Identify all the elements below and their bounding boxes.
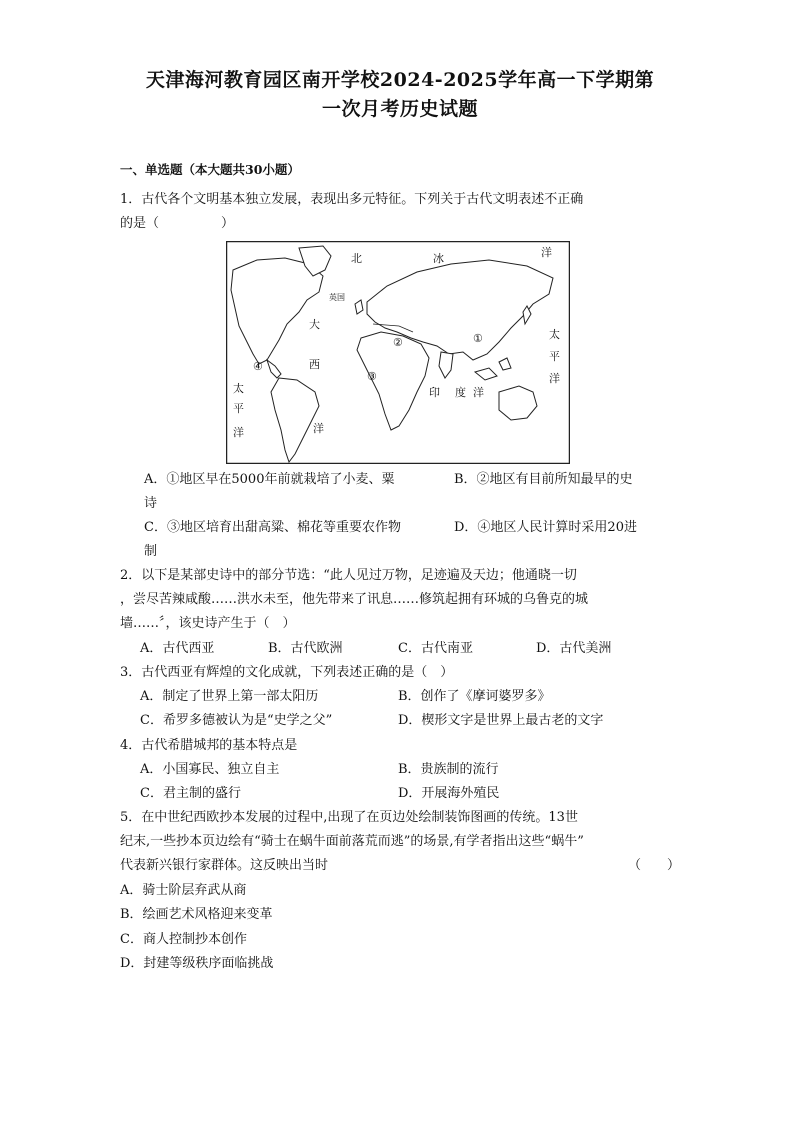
q4-stem: 4．古代希腊城邦的基本特点是	[120, 738, 298, 753]
q4-option-d: D．开展海外殖民	[398, 786, 500, 801]
q1-option-d-cont: 制	[144, 544, 158, 559]
q1-stem-line-2	[120, 212, 680, 236]
label-pacific-e-1: 太	[549, 328, 560, 341]
q1-stem-pre: 的是（	[120, 216, 160, 231]
q3-option-d: D．楔形文字是世界上最古老的文字	[398, 713, 604, 728]
question-3	[120, 661, 680, 685]
title-line-1: 天津海河教育园区南开学校2024-2025学年高一下学期第	[145, 69, 655, 91]
marker-3: ③	[367, 370, 377, 383]
question-2	[120, 564, 680, 636]
label-indian-2: 度	[455, 386, 466, 399]
q3-option-a: A．制定了世界上第一部太阳历	[140, 689, 319, 704]
q2-stem-line-3: 墙……〞，该史诗产生于（ ）	[120, 616, 296, 631]
q5-stem-line-2: 纪末,一些抄本页边绘有“骑士在蜗牛面前落荒而逃”的场景,有学者指出这些“蜗牛”	[120, 834, 584, 849]
q5-stem-line-3-text: 代表新兴银行家群体。这反映出当时	[120, 858, 329, 873]
question-4	[120, 734, 680, 758]
label-uk: 英国	[329, 293, 345, 302]
label-atlantic-3: 洋	[313, 422, 324, 435]
q1-option-b-cont: 诗	[144, 496, 158, 511]
q2-option-a: A．古代西亚	[140, 641, 215, 656]
marker-4: ④	[253, 360, 263, 373]
q4-option-b: B．贵族制的流行	[398, 762, 499, 777]
q1-option-c: C．③地区培育出甜高粱、棉花等重要农作物	[144, 520, 401, 535]
section-heading: 一、单选题（本大题共30小题）	[120, 162, 300, 177]
q2-option-c: C．古代南亚	[398, 641, 473, 656]
india-peninsula	[439, 352, 453, 378]
q1-stem-line-1: 1．古代各个文明基本独立发展，表现出多元特征。下列关于古代文明表述不正确	[120, 192, 584, 207]
title-line-2: 一次月考历史试题	[321, 98, 478, 120]
q4-option-a: A．小国寡民、独立自主	[140, 762, 280, 777]
q2-stem-line-2: ，尝尽苦辣咸酸……洪水未至，他先带来了讯息……修筑起拥有环城的乌鲁克的城	[120, 592, 589, 607]
marker-2: ②	[393, 336, 403, 349]
world-map-graphic	[227, 242, 569, 463]
central-america-landmass	[267, 360, 281, 378]
southeast-asia-islands	[475, 358, 511, 380]
q5-stem-line-3	[120, 854, 680, 878]
q5-answer-bracket: （ ）	[627, 858, 680, 873]
q5-option-d: D．封建等级秩序面临挑战	[120, 956, 274, 971]
q1-option-d: D．④地区人民计算时采用20进	[454, 520, 637, 535]
q5-option-c: C．商人控制抄本创作	[120, 932, 247, 947]
australia-landmass	[499, 386, 537, 420]
label-pacific-e-3: 洋	[549, 372, 560, 385]
q2-option-d: D．古代美洲	[536, 641, 612, 656]
question-5	[120, 806, 680, 878]
q5-stem-line-1: 5．在中世纪西欧抄本发展的过程中,出现了在页边处绘制装饰图画的传统。13世	[120, 810, 578, 825]
label-pacific-e-2: 平	[549, 350, 560, 363]
north-america-landmass	[231, 258, 323, 364]
label-indian-3: 洋	[473, 386, 484, 399]
q1-option-b: B．②地区有目前所知最早的史	[454, 472, 633, 487]
page-title	[100, 66, 700, 124]
label-north: 北	[351, 252, 362, 265]
q1-option-a: A．①地区早在5000年前就栽培了小麦、粟	[144, 472, 395, 487]
label-atlantic-2: 西	[309, 358, 320, 371]
q3-stem: 3．古代西亚有辉煌的文化成就，下列表述正确的是（ ）	[120, 665, 454, 680]
label-indian-1: 印	[429, 386, 440, 399]
q2-stem-line-1: 2．以下是某部史诗中的部分节选：“此人见过万物，足迹遍及天边；他通晓一切	[120, 568, 577, 583]
label-ice: 冰	[433, 252, 444, 265]
q4-option-c: C．君主制的盛行	[140, 786, 241, 801]
britain-landmass	[355, 300, 363, 314]
q5-option-b: B．绘画艺术风格迎来变革	[120, 907, 273, 922]
label-pacific-w-3: 洋	[233, 426, 244, 439]
world-map	[226, 241, 570, 464]
label-atlantic-1: 大	[309, 318, 320, 331]
marker-1: ①	[473, 332, 483, 345]
q5-option-a: A．骑士阶层弃武从商	[120, 883, 247, 898]
q2-option-b: B．古代欧洲	[268, 641, 343, 656]
question-1	[120, 188, 680, 236]
q1-stem-post: ）	[221, 216, 235, 231]
label-pacific-w-2: 平	[233, 402, 244, 415]
south-america-landmass	[271, 378, 319, 462]
label-pacific-w-1: 太	[233, 382, 244, 395]
q3-option-c: C．希罗多德被认为是“史学之父”	[140, 713, 333, 728]
q3-option-b: B．创作了《摩诃婆罗多》	[398, 689, 551, 704]
label-ocean-ne: 洋	[541, 246, 552, 259]
